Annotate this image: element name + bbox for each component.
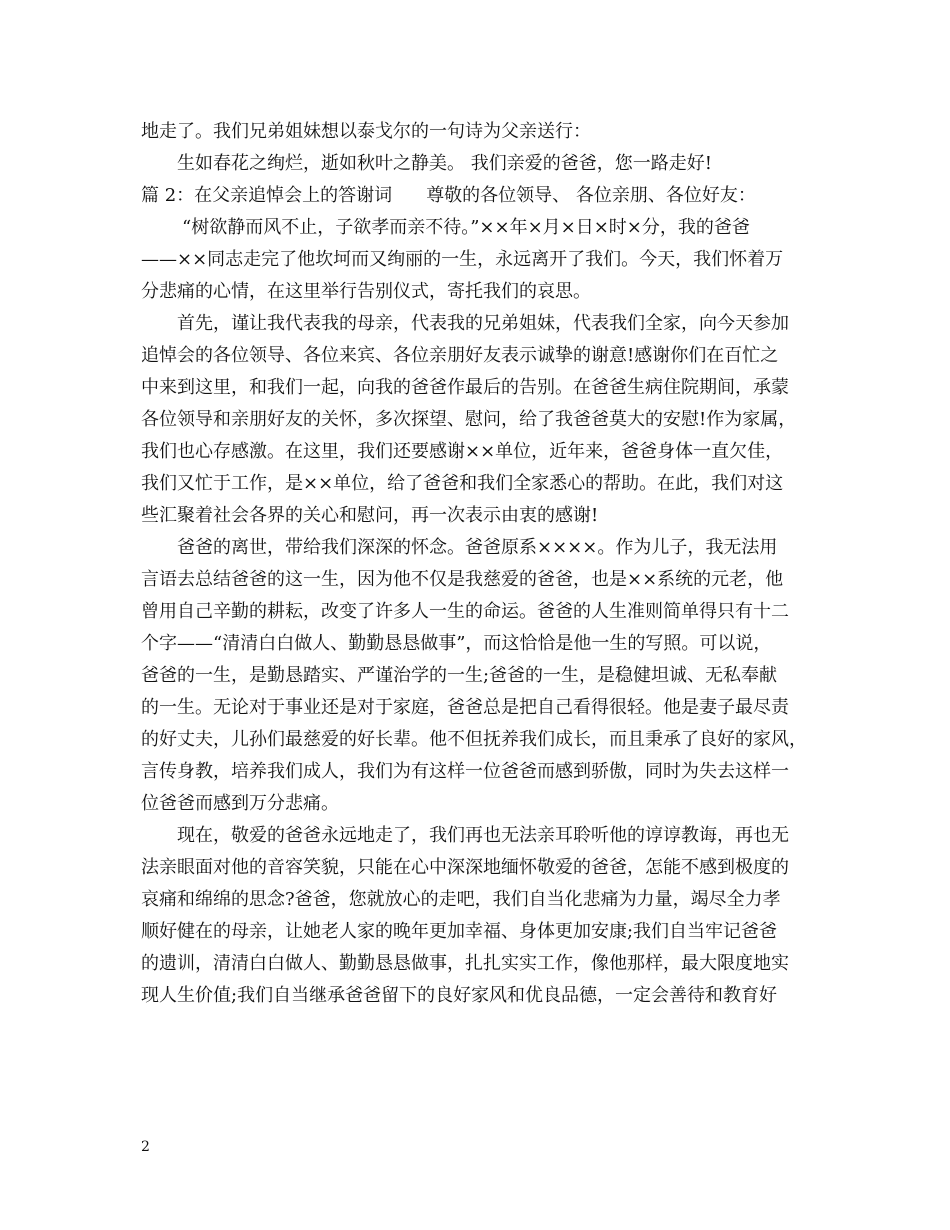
text-line: 首先，谨让我代表我的母亲，代表我的兄弟姐妹，代表我们全家，向今天参加: [177, 313, 789, 334]
salutation: 尊敬的各位领导、 各位亲朋、各位好友：: [426, 185, 756, 206]
section-title: 篇 2：在父亲追悼会上的答谢词: [141, 185, 393, 206]
document-body: [141, 116, 821, 1012]
text-line: “树欲静而风不止，子欲孝而亲不待。”××年×月×日×时×分，我的爸爸: [182, 217, 750, 238]
text-line: 现在，敬爱的爸爸永远地走了，我们再也无法亲耳聆听他的谆谆教诲，再也无: [177, 825, 789, 846]
text-line: 追悼会的各位领导、各位来宾、各位亲朋好友表示诚挚的谢意!感谢你们在百忙之: [141, 345, 779, 366]
text-line: 法亲眼面对他的音容笑貌，只能在心中深深地缅怀敬爱的爸爸，怎能不感到极度的: [141, 857, 789, 878]
text-line: 我们也心存感激。在这里，我们还要感谢××单位，近年来，爸爸身体一直欠佳，: [141, 441, 784, 462]
text-line: 的好丈夫，儿孙们最慈爱的好长辈。他不但抚养我们成长，而且秉承了良好的家风，: [141, 729, 807, 750]
text-line: 的一生。无论对于事业还是对于家庭，爸爸总是把自己看得很轻。他是妻子最尽责: [141, 697, 789, 718]
text-line: 的遗训，清清白白做人、勤勤恳恳做事，扎扎实实工作，像他那样，最大限度地实: [141, 953, 789, 974]
text-line: 些汇聚着社会各界的关心和慰问，再一次表示由衷的感谢!: [141, 505, 599, 526]
text-line: 哀痛和绵绵的思念?爸爸，您就放心的走吧，我们自当化悲痛为力量，竭尽全力孝: [141, 889, 781, 910]
text-line: ——××同志走完了他坎坷而又绚丽的一生，永远离开了我们。今天，我们怀着万: [141, 249, 784, 270]
text-line: 我们又忙于工作，是××单位，给了爸爸和我们全家悉心的帮助。在此，我们对这: [141, 473, 784, 494]
text-line: 地走了。我们兄弟姐妹想以泰戈尔的一句诗为父亲送行：: [141, 121, 591, 142]
text-line: 曾用自己辛勤的耕耘，改变了许多人一生的命运。爸爸的人生准则简单得只有十二: [141, 601, 789, 622]
text-line: 个字——“清清白白做人、勤勤恳恳做事”，而这恰恰是他一生的写照。可以说，: [141, 633, 772, 654]
text-line: 现人生价值;我们自当继承爸爸留下的良好家风和优良品德，一定会善待和教育好: [141, 985, 778, 1006]
text-line: 顺好健在的母亲，让她老人家的晚年更加幸福、身体更加安康;我们自当牢记爸爸: [141, 921, 778, 942]
page-number: 2: [141, 1139, 150, 1155]
text-line: 生如春花之绚烂，逝如秋叶之静美。 我们亲爱的爸爸，您一路走好!: [177, 153, 712, 174]
text-line: 爸爸的一生，是勤恳踏实、严谨治学的一生;爸爸的一生，是稳健坦诚、无私奉献: [141, 665, 778, 686]
text-line: 中来到这里，和我们一起，向我的爸爸作最后的告别。在爸爸生病住院期间，承蒙: [141, 377, 789, 398]
text-line: 分悲痛的心情，在这里举行告别仪式，寄托我们的哀思。: [141, 281, 591, 302]
text-line: 位爸爸而感到万分悲痛。: [141, 793, 339, 814]
text-line: 各位领导和亲朋好友的关怀，多次探望、慰问，给了我爸爸莫大的安慰!作为家属，: [141, 409, 797, 430]
text-line: 爸爸的离世，带给我们深深的怀念。爸爸原系××××。作为儿子，我无法用: [177, 537, 778, 558]
section-heading-line: [141, 180, 821, 212]
text-line: 言传身教，培养我们成人，我们为有这样一位爸爸而感到骄傲，同时为失去这样一: [141, 761, 789, 782]
text-line: 言语去总结爸爸的这一生，因为他不仅是我慈爱的爸爸，也是××系统的元老，他: [141, 569, 784, 590]
